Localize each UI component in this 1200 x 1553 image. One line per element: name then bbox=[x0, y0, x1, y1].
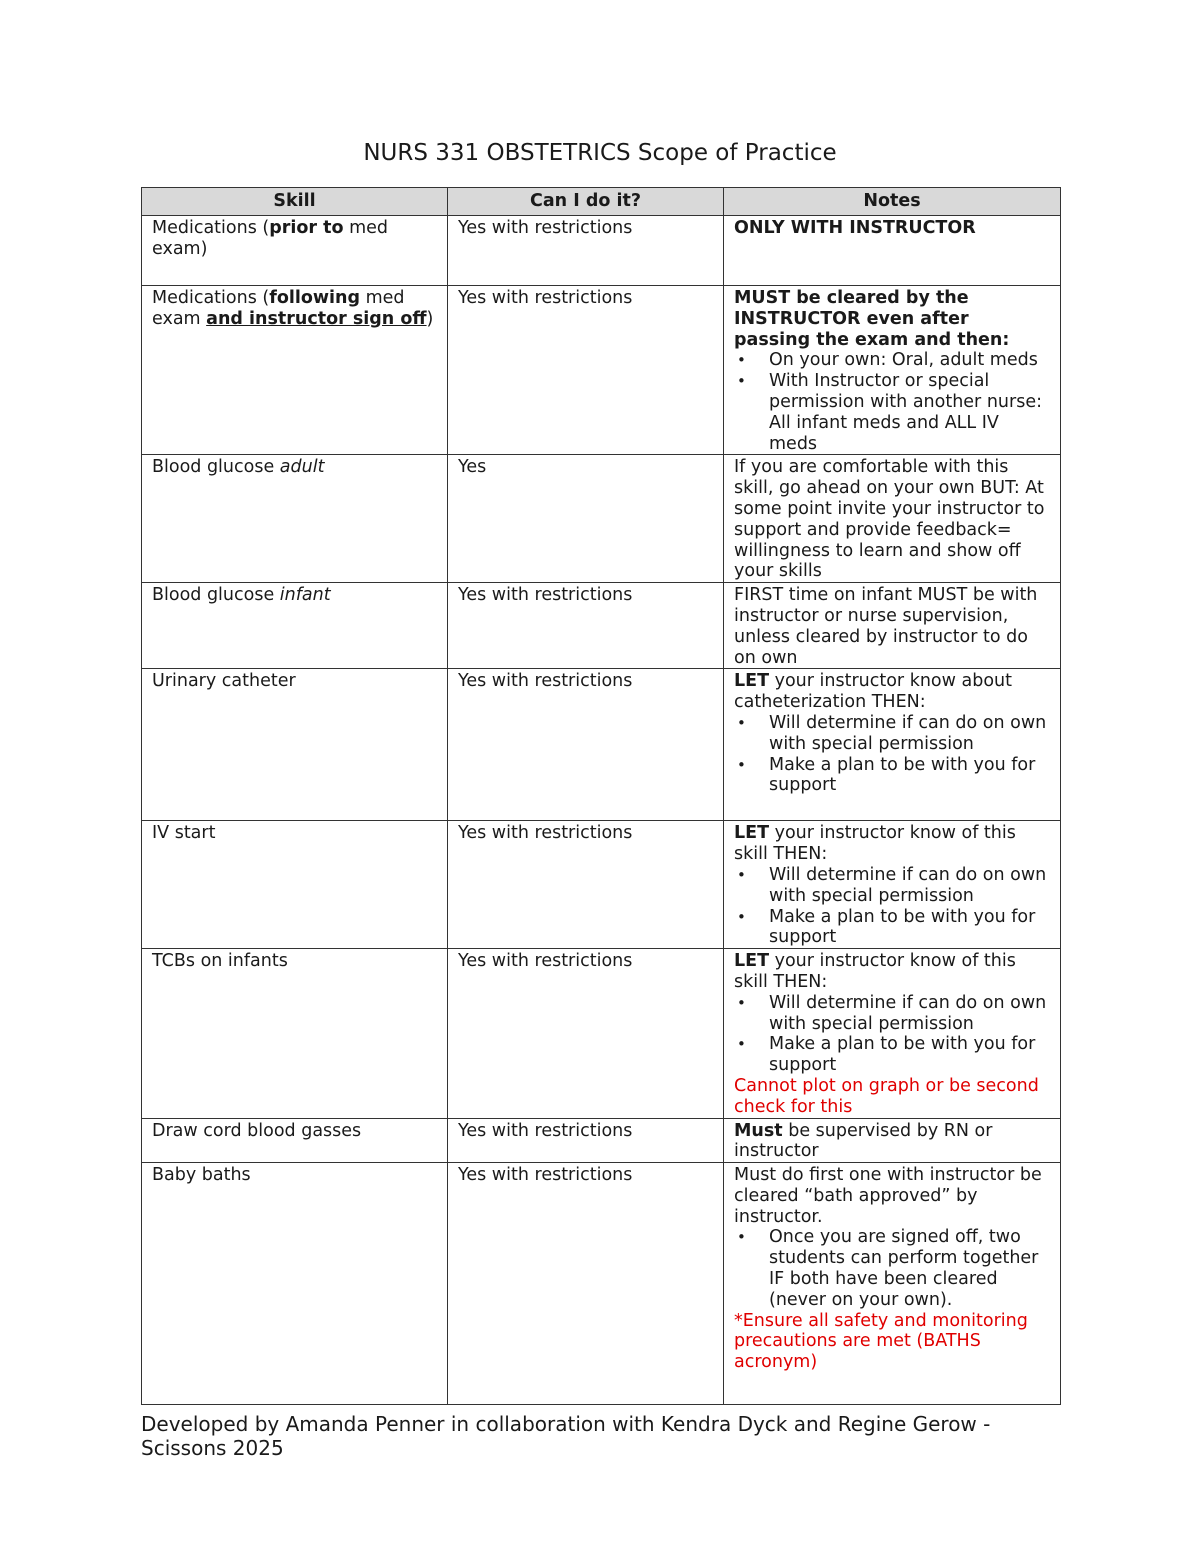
header-notes: Notes bbox=[724, 188, 1061, 216]
can-cell: Yes with restrictions bbox=[448, 286, 724, 455]
skill-cell: TCBs on infants bbox=[142, 949, 448, 1118]
list-item: • Will determine if can do on own with special permission bbox=[769, 713, 1050, 755]
list-item: • Make a plan to be with you for support bbox=[769, 1034, 1050, 1076]
notes-cell: Must do first one with instructor be cleared “bath approved” by instructor. • Once you are signed off, two students can perform together IF both have been cleared (never on your own). *Ensure all safety and monitoring precautions are met (BATHS acronym) bbox=[724, 1163, 1061, 1405]
notes-bullets bbox=[734, 713, 1050, 796]
can-cell: Yes with restrictions bbox=[448, 669, 724, 821]
table-row bbox=[142, 949, 1061, 1118]
skill-cell: Urinary catheter bbox=[142, 669, 448, 821]
header-skill: Skill bbox=[142, 188, 448, 216]
can-cell: Yes with restrictions bbox=[448, 1163, 724, 1405]
list-item: • Once you are signed off, two students can perform together IF both have been cleared (never on your own). bbox=[769, 1227, 1050, 1310]
table-row bbox=[142, 1163, 1061, 1405]
table-row bbox=[142, 1118, 1061, 1163]
notes-bullets bbox=[734, 1227, 1050, 1310]
skill-cell: IV start bbox=[142, 821, 448, 949]
skill-cell: Medications (prior to med exam) bbox=[142, 216, 448, 286]
table-row bbox=[142, 286, 1061, 455]
warning-note: *Ensure all safety and monitoring precautions are met (BATHS acronym) bbox=[734, 1310, 1028, 1373]
list-item: • On your own: Oral, adult meds bbox=[769, 350, 1050, 371]
list-item: • Will determine if can do on own with special permission bbox=[769, 865, 1050, 907]
page-title: NURS 331 OBSTETRICS Scope of Practice bbox=[363, 140, 837, 166]
skill-cell: Blood glucose infant bbox=[142, 583, 448, 669]
can-cell: Yes with restrictions bbox=[448, 821, 724, 949]
notes-cell: FIRST time on infant MUST be with instructor or nurse supervision, unless cleared by instructor to do on own bbox=[724, 583, 1061, 669]
skill-cell: Medications (following med exam and instructor sign off) bbox=[142, 286, 448, 455]
notes-cell: Must be supervised by RN or instructor bbox=[724, 1118, 1061, 1163]
list-item: • With Instructor or special permission with another nurse: All infant meds and ALL IV meds bbox=[769, 371, 1050, 454]
header-can: Can I do it? bbox=[448, 188, 724, 216]
skill-cell: Baby baths bbox=[142, 1163, 448, 1405]
table-row bbox=[142, 216, 1061, 286]
table-row bbox=[142, 455, 1061, 583]
notes-cell: LET your instructor know about catheterization THEN: • Will determine if can do on own with special permission • Make a plan to be with you for support bbox=[724, 669, 1061, 821]
can-cell: Yes bbox=[448, 455, 724, 583]
notes-cell: MUST be cleared by the INSTRUCTOR even after passing the exam and then: • On your own: Oral, adult meds • With Instructor or special permission with another nurse: All infant meds and ALL IV meds bbox=[724, 286, 1061, 455]
skill-cell: Draw cord blood gasses bbox=[142, 1118, 448, 1163]
list-item: • Make a plan to be with you for support bbox=[769, 755, 1050, 797]
can-cell: Yes with restrictions bbox=[448, 1118, 724, 1163]
notes-bullets bbox=[734, 350, 1050, 454]
footer-credit: Developed by Amanda Penner in collaboration with Kendra Dyck and Regine Gerow - Scissons 2025 bbox=[141, 1412, 991, 1460]
warning-note: Cannot plot on graph or be second check for this bbox=[734, 1075, 1039, 1117]
can-cell: Yes with restrictions bbox=[448, 949, 724, 1118]
skill-cell: Blood glucose adult bbox=[142, 455, 448, 583]
can-cell: Yes with restrictions bbox=[448, 583, 724, 669]
table-row bbox=[142, 821, 1061, 949]
table-row bbox=[142, 669, 1061, 821]
table-header-row bbox=[142, 188, 1061, 216]
notes-cell: LET your instructor know of this skill THEN: • Will determine if can do on own with special permission • Make a plan to be with you for support Cannot plot on graph or be second check for this bbox=[724, 949, 1061, 1118]
notes-bullets bbox=[734, 993, 1050, 1076]
list-item: • Make a plan to be with you for support bbox=[769, 907, 1050, 949]
scope-table bbox=[141, 187, 1061, 1405]
notes-cell: ONLY WITH INSTRUCTOR bbox=[724, 216, 1061, 286]
can-cell: Yes with restrictions bbox=[448, 216, 724, 286]
notes-cell: LET your instructor know of this skill THEN: • Will determine if can do on own with special permission • Make a plan to be with you for support bbox=[724, 821, 1061, 949]
table-row bbox=[142, 583, 1061, 669]
list-item: • Will determine if can do on own with special permission bbox=[769, 993, 1050, 1035]
notes-cell: If you are comfortable with this skill, go ahead on your own BUT: At some point invite your instructor to support and provide feedback= willingness to learn and show off your skills bbox=[724, 455, 1061, 583]
notes-bullets bbox=[734, 865, 1050, 948]
